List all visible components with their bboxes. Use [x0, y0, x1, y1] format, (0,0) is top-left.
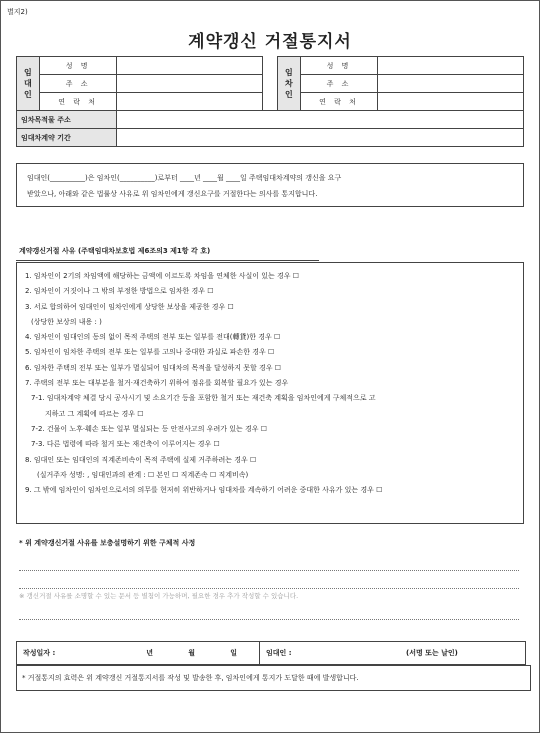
lessor-name-label: 성 명 [39, 57, 117, 75]
property-address-field[interactable] [117, 111, 524, 129]
reason-item[interactable]: 5. 임차인이 임차한 주택의 전부 또는 일부를 고의나 중대한 과실로 파손한 경우 ☐ [25, 348, 275, 357]
lessee-contact-label: 연 락 처 [300, 93, 378, 111]
reason-item[interactable]: 2. 임차인이 거짓이나 그 밖의 부정한 방법으로 임차한 경우 ☐ [25, 287, 214, 296]
notice-line-1: 임대인(__________)은 임차인(__________)로부터 ____년 ____월 ____일 주택임대차계약의 갱신을 요구 [27, 174, 342, 182]
reason-item[interactable]: 7-2. 건물이 노후·훼손 또는 일부 멸실되는 등 안전사고의 우려가 있는 경우 ☐ [31, 424, 267, 433]
reason-item[interactable]: (실거주자 성명: , 임대인과의 관계 : ☐ 본인 ☐ 직계존속 ☐ 직계비속) [37, 470, 249, 479]
reason-item[interactable]: 9. 그 밖에 임차인이 임차인으로서의 의무를 현저히 위반하거나 임대차를 계속하기 어려운 중대한 사유가 있는 경우 ☐ [25, 486, 383, 495]
reason-item[interactable]: 4. 임차인이 임대인의 동의 없이 목적 주택의 전부 또는 일부를 전대(轉貸)한 경우 ☐ [25, 333, 281, 342]
explanation-line[interactable] [19, 553, 519, 571]
explanation-line[interactable] [19, 571, 519, 589]
lessor-address-label: 주 소 [39, 75, 117, 93]
explanation-note: ※ 갱신거절 사유를 소명할 수 있는 문서 등 별첨이 가능하며, 필요한 경우 추가 작성할 수 있습니다. [19, 592, 299, 600]
reason-item: 7-1. 임대차계약 체결 당시 공사시기 및 소요기간 등을 포함한 철거 또는 재건축 계획을 임차인에게 구체적으로 고 [31, 394, 376, 403]
sign-or-seal-label[interactable]: (서명 또는 날인) [406, 649, 458, 657]
lessor-sign-label: 임대인 : [266, 649, 292, 657]
reason-item: (상당한 보상의 내용 : ) [31, 317, 102, 326]
year-label: 년 [146, 649, 153, 657]
form-tag: 별지2) [7, 8, 28, 16]
reason-item: 7. 주택의 전부 또는 대부분을 철거·재건축하기 위하여 점유를 회복할 필요가 있는 경우 [25, 379, 289, 388]
explanation-section [19, 538, 519, 620]
lessor-contact-field[interactable] [117, 93, 263, 111]
notice-line-2: 받았으나, 아래와 같은 법률상 사유로 위 임차인에게 갱신요구를 거절한다는 의사를 통지합니다. [27, 190, 318, 198]
reason-item[interactable]: 3. 서로 합의하여 임대인이 임차인에게 상당한 보상을 제공한 경우 ☐ [25, 302, 234, 311]
month-label: 월 [188, 649, 195, 657]
reasons-box [16, 262, 524, 524]
explanation-line[interactable] [19, 602, 519, 620]
lessee-side-label: 임 차 인 [277, 57, 300, 111]
reason-item[interactable]: 지하고 그 계획에 따르는 경우 ☐ [45, 409, 144, 418]
lessor-address-field[interactable] [117, 75, 263, 93]
lease-period-field[interactable] [117, 129, 524, 147]
lease-period-label: 임대차계약 기간 [17, 129, 117, 147]
lessee-name-field[interactable] [378, 57, 524, 75]
date-label: 작성일자 : [23, 649, 56, 657]
lessee-contact-field[interactable] [378, 93, 524, 111]
lessor-contact-label: 연 락 처 [39, 93, 117, 111]
party-info-table [16, 56, 524, 147]
signature-row [16, 641, 526, 665]
lessee-address-label: 주 소 [300, 75, 378, 93]
reason-item[interactable]: 1. 임차인이 2기의 차임액에 해당하는 금액에 이르도록 차임을 연체한 사실이 있는 경우 ☐ [25, 272, 300, 280]
reasons-section-title: 계약갱신거절 사유 (주택임대차보호법 제6조의3 제1항 각 호) [16, 246, 319, 261]
explanation-title: * 위 계약갱신거절 사유를 보충설명하기 위한 구체적 사정 [19, 539, 196, 547]
notice-text-box [16, 163, 524, 207]
lessor-side-label: 임 대 인 [17, 57, 40, 111]
lessor-name-field[interactable] [117, 57, 263, 75]
lessee-address-field[interactable] [378, 75, 524, 93]
reason-item[interactable]: 8. 임대인 또는 임대인의 직계존비속이 목적 주택에 실제 거주하려는 경우 ☐ [25, 455, 257, 464]
footnote: * 거절통지의 효력은 위 계약갱신 거절통지서를 작성 및 발송한 후, 임차인에게 통지가 도달한 때에 발생합니다. [16, 665, 531, 691]
reason-item[interactable]: 6. 임차한 주택의 전부 또는 일부가 멸실되어 임대차의 목적을 달성하지 못할 경우 ☐ [25, 363, 282, 372]
property-address-label: 임차목적물 주소 [17, 111, 117, 129]
lessee-name-label: 성 명 [300, 57, 378, 75]
page-title: 계약갱신 거절통지서 [188, 32, 352, 52]
reason-item[interactable]: 7-3. 다른 법령에 따라 철거 또는 재건축이 이루어지는 경우 ☐ [31, 440, 220, 449]
day-label: 일 [195, 642, 260, 664]
